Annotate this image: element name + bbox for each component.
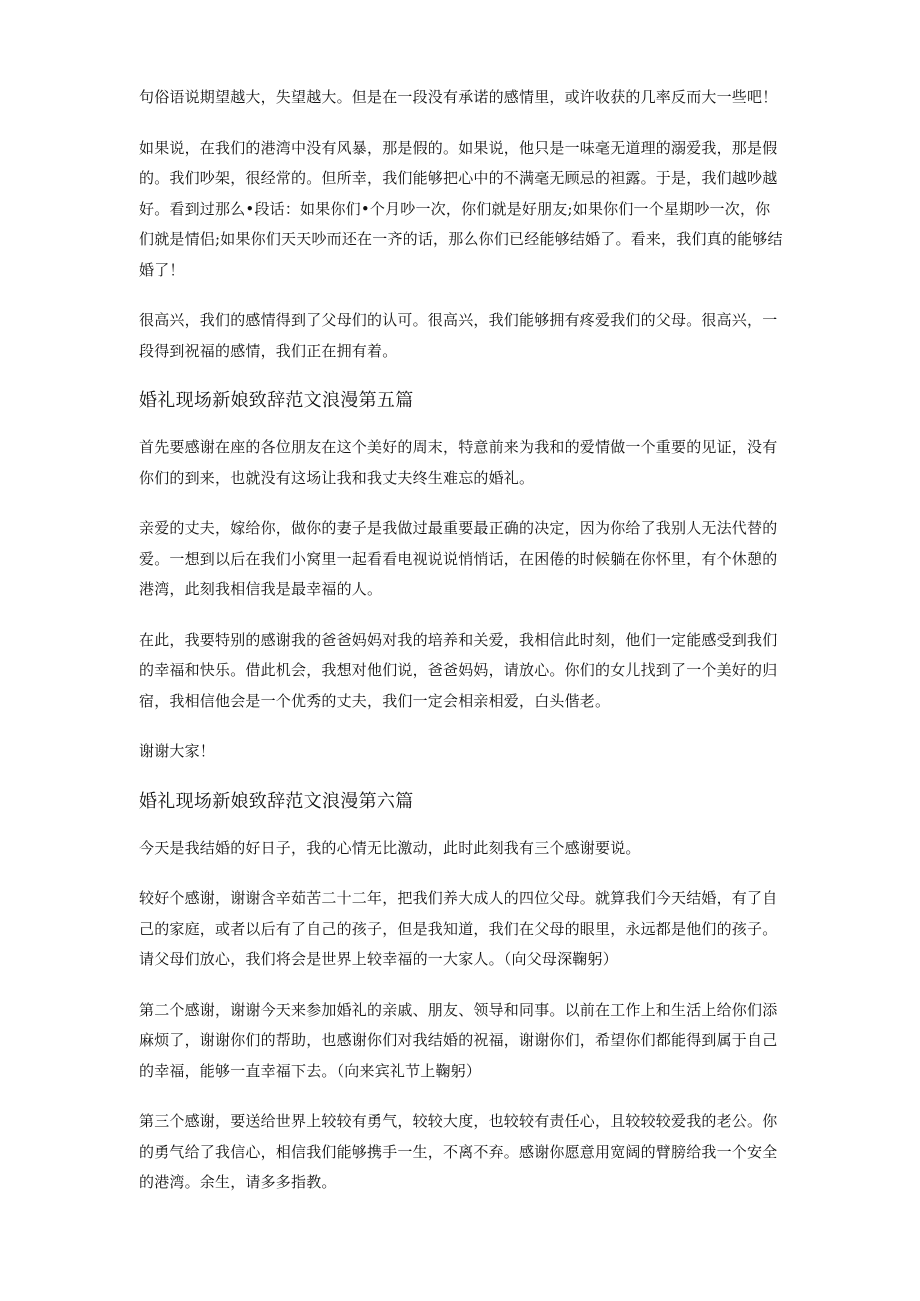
paragraph: 如果说，在我们的港湾中没有风暴，那是假的。如果说，他只是一味毫无道理的溺爱我，那是假的。我们吵架，很经常的。但所幸，我们能够把心中的不满毫无顾忌的袒露。于是，我们越吵越好。看到过那么•段话：如果你们•个月吵一次，你们就是好朋友;如果你们一个星期吵一次，你们就是情侣;如果你们天天吵而还在一齐的话，那么你们已经能够结婚了。看来，我们真的能够结婚了！ [139,138,783,279]
paragraph: 较好个感谢，谢谢含辛茹苦二十二年，把我们养大成人的四位父母。就算我们今天结婚，有了自己的家庭，或者以后有了自己的孩子，但是我知道，我们在父母的眼里，永远都是他们的孩子。请父母们放心，我们将会是世界上较幸福的一大家人。（向父母深鞠躬） [139,889,778,968]
paragraph: 首先要感谢在座的各位朋友在这个美好的周末，特意前来为我和的爱情做一个重要的见证，没有你们的到来，也就没有这场让我和我丈夫终生难忘的婚礼。 [139,438,778,487]
paragraph: 很高兴，我们的感情得到了父母们的认可。很高兴，我们能够拥有疼爱我们的父母。很高兴，一段得到祝福的感情，我们正在拥有着。 [139,311,778,360]
section-heading: 婚礼现场新娘致辞范文浪漫第五篇 [139,390,414,411]
section-heading: 婚礼现场新娘致辞范文浪漫第六篇 [139,790,414,812]
paragraph: 第三个感谢，要送给世界上较较有勇气，较较大度，也较较有责任心，且较较较爱我的老公。你的勇气给了我信心，相信我们能够携手一生，不离不弃。感谢你愿意用宽阔的臂膀给我一个安全的港湾。余生，请多多指教。 [139,1112,778,1191]
paragraph: 亲爱的丈夫，嫁给你，做你的妻子是我做过最重要最正确的决定，因为你给了我别人无法代替的爱。一想到以后在我们小窝里一起看看电视说说悄悄话，在困倦的时候躺在你怀里，有个休憩的港湾，此刻我相信我是最幸福的人。 [139,519,778,598]
document-body [139,82,784,1218]
paragraph: 在此，我要特别的感谢我的爸爸妈妈对我的培养和关爱，我相信此时刻，他们一定能感受到我们的幸福和快乐。借此机会，我想对他们说，爸爸妈妈，请放心。你们的女儿找到了一个美好的归宿，我相信他会是一个优秀的丈夫，我们一定会相亲相爱，白头偕老。 [139,630,778,710]
paragraph: 第二个感谢，谢谢今天来参加婚礼的亲戚、朋友、领导和同事。以前在工作上和生活上给你们添麻烦了，谢谢你们的帮助，也感谢你们对我结婚的祝福，谢谢你们，希望你们都能得到属于自己的幸福，能够一直幸福下去。（向来宾礼节上鞠躬） [139,1000,778,1080]
paragraph: 今天是我结婚的好日子，我的心情无比激动，此时此刻我有三个感谢要说。 [139,838,641,857]
paragraph: 谢谢大家！ [139,742,216,760]
paragraph: 句俗语说期望越大，失望越大。但是在一段没有承诺的感情里，或许收获的几率反而大一些吧！ [139,88,778,106]
